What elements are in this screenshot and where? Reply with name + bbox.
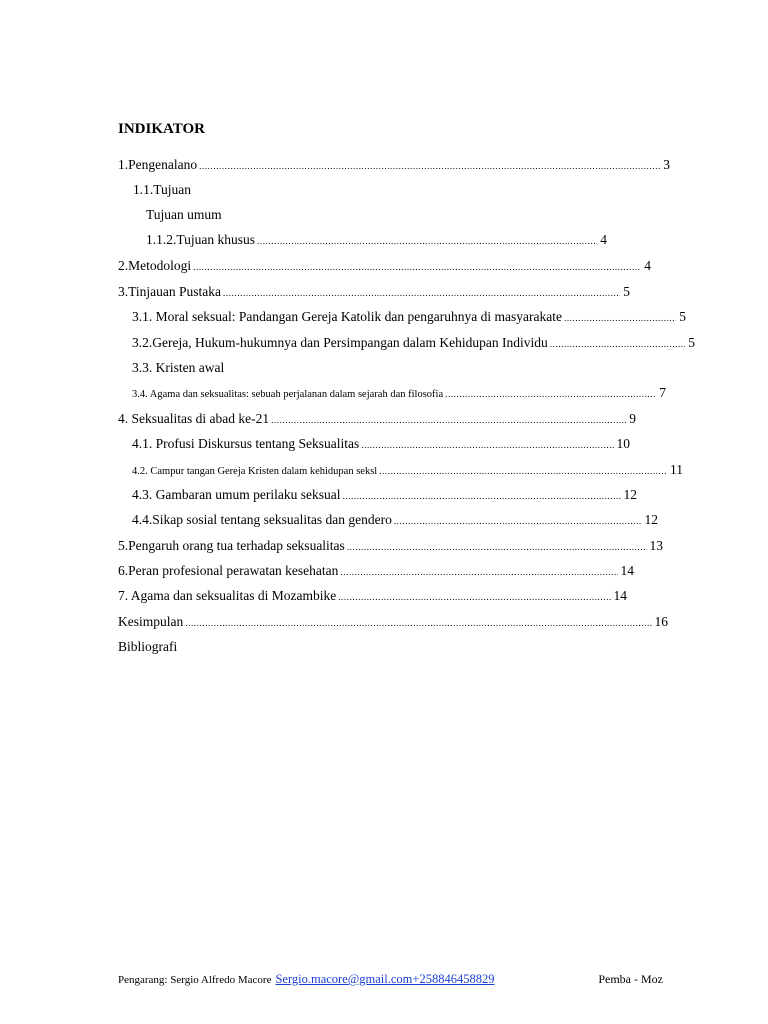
toc-entry-label: 3.2.Gereja, Hukum-hukumnya dan Persimpangan dalam Kehidupan Individu: [132, 335, 548, 350]
toc-entry[interactable]: [133, 181, 191, 199]
footer-email-link[interactable]: [275, 972, 494, 987]
footer-phone: +258846458829: [412, 972, 495, 986]
toc-entry-label: Bibliografi: [118, 639, 178, 654]
toc-leader-dots: [257, 232, 597, 250]
toc-entry-label: 4.4.Sikap sosial tentang seksualitas dan gendero: [132, 512, 392, 527]
toc-leader-dots: [193, 258, 641, 276]
toc-entry-label: Kesimpulan: [118, 614, 184, 629]
toc-entry[interactable]: [118, 638, 177, 656]
toc-entry[interactable]: [132, 435, 630, 454]
toc-entry-page: 7: [659, 385, 666, 400]
footer-email-initial: S: [275, 972, 283, 986]
toc-entry[interactable]: [118, 283, 630, 302]
toc-entry-page: 9: [629, 411, 636, 426]
toc-entry-page: 14: [613, 588, 627, 603]
toc-entry-label: 1.1.Tujuan: [133, 182, 192, 197]
toc-entry-label: 1.Pengenalano: [118, 157, 198, 172]
toc-entry-page: 4: [600, 232, 607, 247]
toc-entry[interactable]: [118, 410, 636, 429]
toc-entry-page: 11: [670, 462, 683, 477]
toc-entry-page: 12: [644, 512, 658, 527]
toc-entry-page: 12: [623, 487, 637, 502]
toc-entry[interactable]: [132, 308, 686, 327]
toc-entry[interactable]: [132, 384, 666, 404]
toc-entry[interactable]: [118, 562, 634, 581]
toc-entry-label: 6.Peran profesional perawatan kesehatan: [118, 563, 339, 578]
toc-leader-dots: [342, 487, 620, 505]
toc-entry-label: 3.3. Kristen awal: [132, 360, 225, 375]
toc-leader-dots: [271, 411, 626, 429]
toc-leader-dots: [347, 538, 647, 556]
toc-leader-dots: [445, 385, 656, 403]
toc-entry-label: 7. Agama dan seksualitas di Mozambike: [118, 588, 337, 603]
toc-entry-page: 10: [616, 436, 630, 451]
footer-author: Pengarang: Sergio Alfredo Macore: [118, 974, 272, 986]
toc-entry[interactable]: [118, 537, 663, 556]
toc-entry-page: 13: [649, 538, 663, 553]
toc-entry-label: 5.Pengaruh orang tua terhadap seksualitas: [118, 538, 345, 553]
toc-entry-label: 4.3. Gambaran umum perilaku seksual: [132, 487, 341, 502]
toc-entry[interactable]: [132, 511, 658, 530]
toc-entry-label: Tujuan umum: [146, 207, 222, 222]
toc-entry[interactable]: [118, 257, 651, 276]
toc-entry[interactable]: [146, 206, 222, 224]
toc-entry[interactable]: [132, 486, 637, 505]
toc-entry-page: 16: [654, 614, 668, 629]
footer-location: Pemba - Moz: [598, 972, 663, 986]
toc-entry-label: 3.1. Moral seksual: Pandangan Gereja Katolik dan pengaruhnya di masyarakate: [132, 309, 562, 324]
toc-entry-page: 5: [679, 309, 686, 324]
toc-heading: INDIKATOR: [118, 121, 205, 137]
toc-leader-dots: [564, 309, 676, 327]
toc-entry[interactable]: [132, 461, 683, 481]
page-footer: [118, 972, 663, 987]
toc-entry-page: 5: [623, 284, 630, 299]
toc-entry-label: 4. Seksualitas di abad ke-21: [118, 411, 270, 426]
toc-entry-page: 3: [663, 157, 670, 172]
toc-entry[interactable]: [118, 156, 670, 175]
toc-entry[interactable]: [146, 231, 607, 250]
toc-entry-label: 4.2. Campur tangan Gereja Kristen dalam kehidupan seksl: [132, 466, 378, 477]
toc-entry[interactable]: [132, 334, 695, 353]
toc-leader-dots: [394, 512, 642, 530]
toc-entry-label: 1.1.2.Tujuan khusus: [146, 232, 256, 247]
toc-entry[interactable]: [118, 587, 627, 606]
toc-entry-label: 4.1. Profusi Diskursus tentang Seksualitas: [132, 436, 360, 451]
toc-entry-page: 5: [688, 335, 695, 350]
toc-leader-dots: [338, 588, 610, 606]
toc-entry[interactable]: [132, 359, 224, 377]
toc-entry-label: 2.Metodologi: [118, 258, 192, 273]
toc-leader-dots: [223, 284, 620, 302]
toc-entry-label: 3.4. Agama dan seksualitas: sebuah perjalanan dalam sejarah dan filosofia: [132, 389, 444, 400]
toc-entry[interactable]: [118, 613, 668, 632]
toc-leader-dots: [185, 614, 651, 632]
toc-leader-dots: [199, 157, 660, 175]
toc-leader-dots: [361, 436, 613, 454]
footer-email-rest: ergio.macore@gmail.com: [282, 972, 413, 986]
toc-leader-dots: [379, 462, 667, 480]
toc-entry-page: 14: [620, 563, 634, 578]
toc-leader-dots: [550, 335, 685, 353]
toc-entry-page: 4: [644, 258, 651, 273]
toc-leader-dots: [340, 563, 617, 581]
toc-entry-label: 3.Tinjauan Pustaka: [118, 284, 222, 299]
